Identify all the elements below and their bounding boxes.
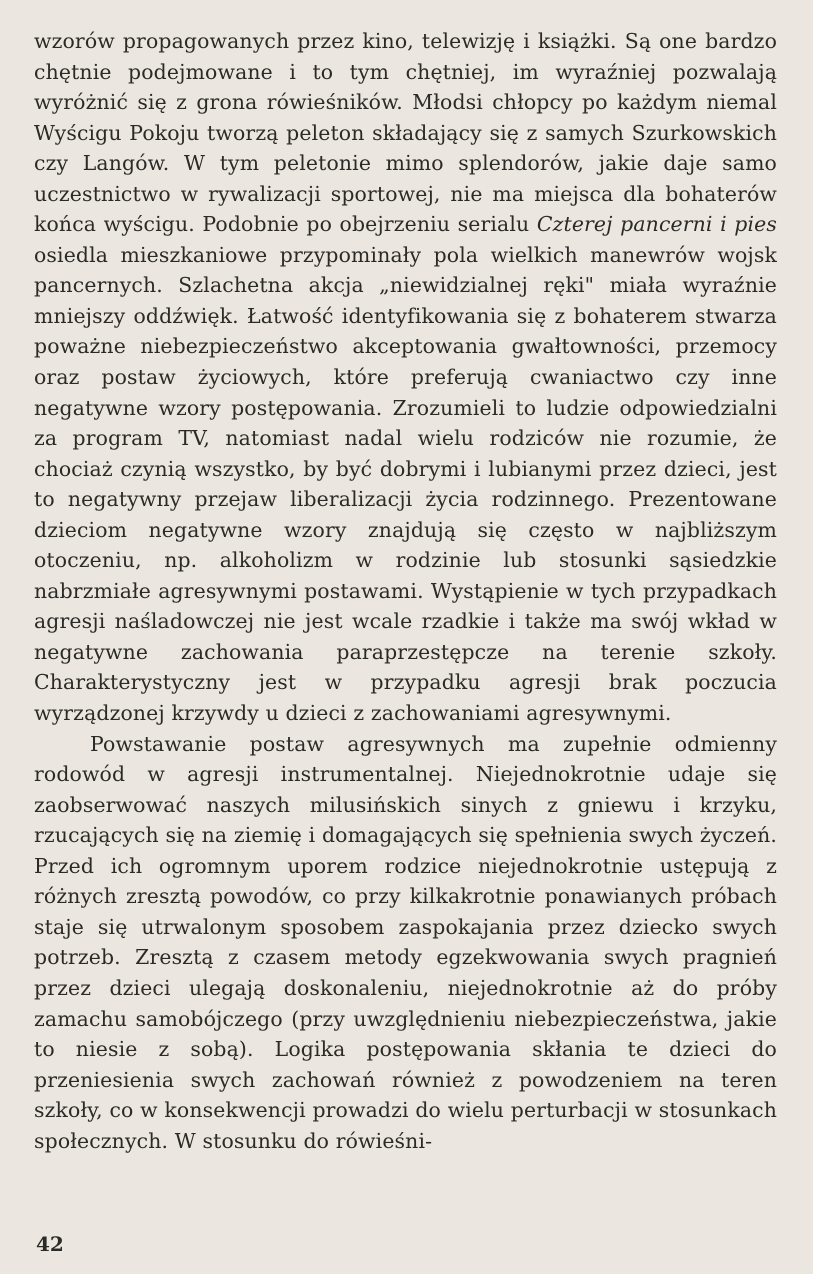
paragraph-1-text-after-title: osiedla mieszkaniowe przypominały pola wielkich manewrów wojsk pancernych. Szlachetna akcja „niewidzialnej ręki" miała wyraźnie mniejszy oddźwięk. Łatwość identyfikowania się z bohaterem stwarza poważne niebezpieczeństwo akceptowania gwałtowności, przemocy oraz postaw życiowych, które preferują cwaniactwo czy inne negatywne wzory postępowania. Zrozumieli to ludzie odpowiedzialni za program TV, natomiast nadal wielu rodziców nie rozumie, że chociaż czynią wszystko, by być dobrymi i lubianymi przez dzieci, jest to negatywny przejaw liberalizacji życia rodzinnego. Prezentowane dzieciom negatywne wzory znajdują się często w najbliższym otoczeniu, np. alkoholizm w rodzinie lub stosunki sąsiedzkie nabrzmiałe agresywnymi postawami. Wystąpienie w tych przypadkach agresji naśladowczej nie jest wcale rzadkie i także ma swój wkład w negatywne zachowania paraprzestępcze na terenie szkoły. Charakterystyczny jest w przypadku agresji brak poczucia wyrządzonej krzywdy u dzieci z zachowaniami agresywnymi. [34, 242, 777, 726]
paragraph-2-text: Powstawanie postaw agresywnych ma zupełnie odmienny rodowód w agresji instrumentalnej. Niejednokrotnie udaje się zaobserwować naszych milusińskich sinych z gniewu i krzyku, rzucających się na ziemię i domagających się spełnienia swych życzeń. Przed ich ogromnym uporem rodzice niejednokrotnie ustępują z różnych zresztą powodów, co przy kilkakrotnie ponawianych próbach staje się utrwalonym sposobem zaspokajania przez dziecko swych potrzeb. Zresztą z czasem metody egzekwowania swych pragnień przez dzieci ulegają doskonaleniu, niejednokrotnie aż do próby zamachu samobójczego (przy uwzględnieniu niebezpieczeństwa, jakie to niesie z sobą). Logika postępowania skłania te dzieci do przeniesienia swych zachowań również z powodzeniem na teren szkoły, co w konsekwencji prowadzi do wielu perturbacji w stosunkach społecznych. W stosunku do rówieśni- [34, 731, 777, 1153]
page-number: 42 [36, 1232, 64, 1256]
body-paragraph-2 [34, 729, 777, 1157]
series-title: Czterej pancerni i pies [536, 212, 778, 237]
paragraph-1-text-before-title: wzorów propagowanych przez kino, telewizję i książki. Są one bardzo chętnie podejmowane i to tym chętniej, im wyraźniej pozwalają wyróżnić się z grona rówieśników. Młodsi chłopcy po każdym niemal Wyścigu Pokoju tworzą peleton składający się z samych Szurkowskich czy Langów. W tym peletonie mimo splendorów, jakie daje samo uczestnictwo w rywalizacji sportowej, nie ma miejsca dla bohaterów końca wyścigu. Podobnie po obejrzeniu serialu [34, 29, 777, 237]
body-paragraph-1 [34, 26, 777, 729]
